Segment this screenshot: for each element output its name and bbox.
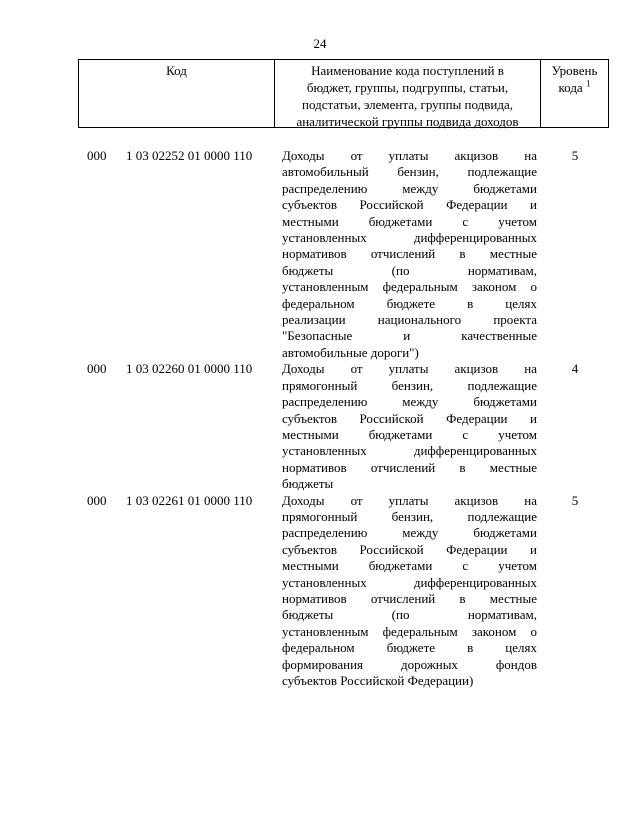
row-code: 1 03 02260 01 0000 110	[126, 361, 253, 377]
row-name-line: распределению между бюджетами	[282, 525, 537, 541]
row-name-line: субъектов Российской Федерации и	[282, 541, 537, 557]
row-name-line: местными бюджетами с учетом	[282, 558, 537, 574]
row-name-line: Доходы от уплаты акцизов на	[282, 148, 537, 163]
table-row	[0, 361, 640, 492]
header-level-line: Уровень	[551, 63, 598, 78]
header-name-line: подстатьи, элемента, группы подвида,	[302, 97, 513, 112]
row-name-line: распределению между бюджетами	[282, 180, 537, 196]
table-header	[78, 59, 609, 128]
row-name-line: автомобильный бензин, подлежащие	[282, 164, 537, 180]
header-name-line: Наименование кода поступлений в	[311, 63, 504, 78]
row-name-line: местными бюджетами с учетом	[282, 213, 537, 229]
row-name-line: установленным федеральным законом о	[282, 623, 537, 639]
table-row	[0, 493, 640, 690]
row-prefix: 000	[87, 148, 107, 163]
header-level-word: кода	[558, 80, 583, 95]
row-level: 5	[571, 148, 579, 163]
row-name-line: федеральном бюджете в целях	[282, 640, 537, 656]
row-name-line: распределению между бюджетами	[282, 394, 537, 410]
header-level-line	[541, 79, 608, 96]
row-name-line: установленных дифференцированных	[282, 443, 537, 459]
row-name-line: субъектов Российской Федерации)	[282, 673, 474, 688]
row-name-line: нормативов отчислений в местные	[282, 590, 537, 606]
row-name-line: Доходы от уплаты акцизов на	[282, 492, 537, 508]
row-prefix: 000	[87, 361, 107, 377]
table-body	[0, 148, 640, 689]
row-name-line: установленным федеральным законом о	[282, 279, 537, 295]
row-name-line: бюджеты (по нормативам,	[282, 607, 537, 623]
row-name-line: "Безопасные и качественные	[282, 328, 537, 344]
row-name-line: субъектов Российской Федерации и	[282, 197, 537, 213]
row-prefix: 000	[87, 492, 107, 508]
row-name-line: установленных дифференцированных	[282, 230, 537, 246]
header-name-line: аналитической группы подвида доходов	[296, 114, 519, 129]
row-name-line: нормативов отчислений в местные	[282, 246, 537, 262]
row-name-line: бюджеты (по нормативам,	[282, 262, 537, 278]
row-name-line: местными бюджетами с учетом	[282, 426, 537, 442]
row-code: 1 03 02252 01 0000 110	[126, 148, 253, 163]
row-name-line: федеральном бюджете в целях	[282, 295, 537, 311]
header-code: Код	[79, 60, 275, 127]
row-name	[282, 148, 537, 361]
row-name-line: субъектов Российской Федерации и	[282, 410, 537, 426]
row-name	[282, 361, 537, 492]
row-name-line: бюджеты	[282, 476, 334, 492]
row-name-line: нормативов отчислений в местные	[282, 459, 537, 475]
row-name-line: прямогонный бензин, подлежащие	[282, 377, 537, 393]
row-name-line: реализации национального проекта	[282, 312, 537, 328]
row-level: 4	[571, 361, 579, 377]
header-name	[275, 60, 541, 127]
row-name-line: прямогонный бензин, подлежащие	[282, 508, 537, 524]
row-name-line: формирования дорожных фондов	[282, 656, 537, 672]
row-name-line: установленных дифференцированных	[282, 574, 537, 590]
page-number: 24	[313, 36, 327, 51]
header-name-line: бюджет, группы, подгруппы, статьи,	[306, 80, 509, 95]
row-name-line: автомобильные дороги")	[282, 344, 419, 360]
header-level	[541, 60, 608, 127]
header-level-footnote: 1	[585, 78, 591, 89]
row-name	[282, 493, 537, 690]
row-level: 5	[571, 492, 579, 508]
row-name-line: Доходы от уплаты акцизов на	[282, 361, 537, 377]
row-code: 1 03 02261 01 0000 110	[126, 492, 253, 508]
table-row	[0, 148, 640, 361]
